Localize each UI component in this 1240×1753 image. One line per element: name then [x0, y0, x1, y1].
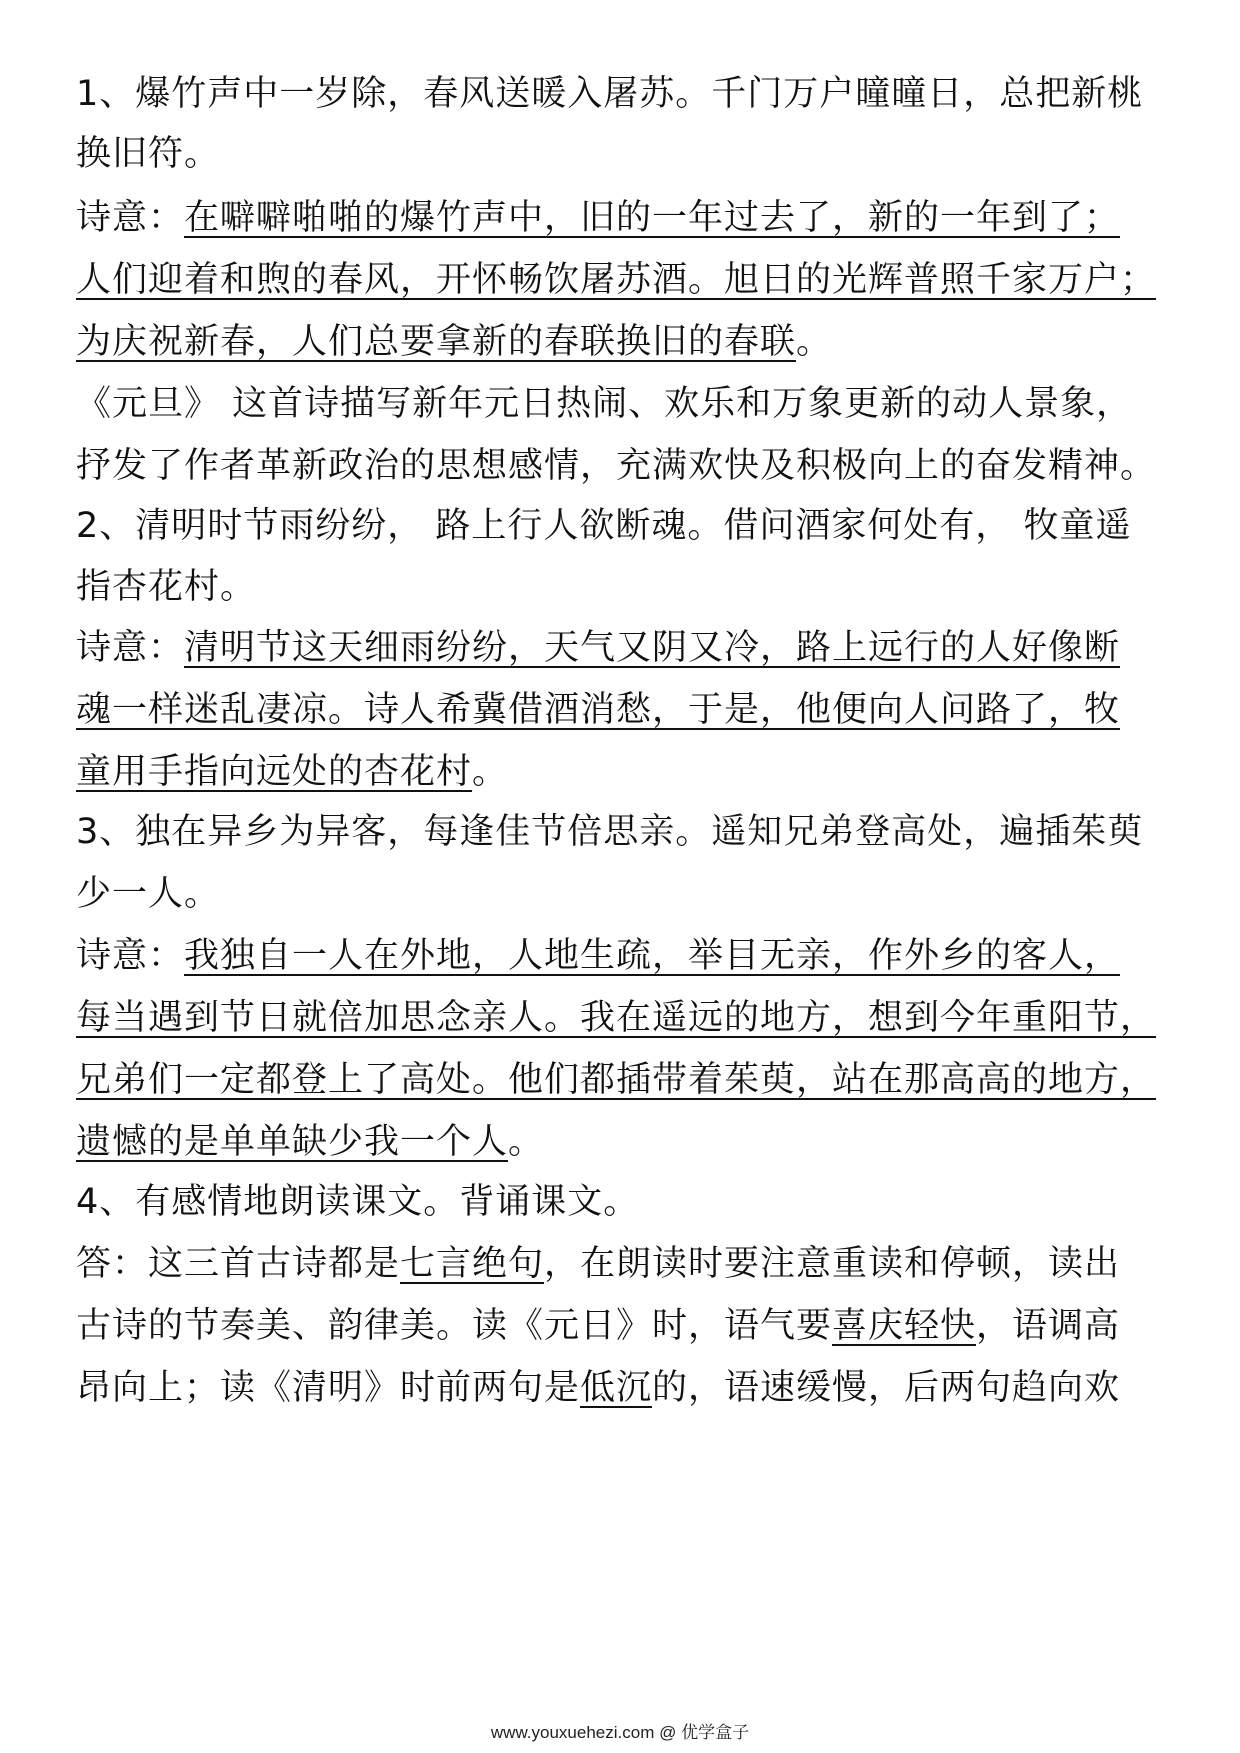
line-text: 2、清明时节雨纷纷， 路上行人欲断魂。借问酒家何处有， 牧童遥 [76, 506, 1132, 546]
line-text: 抒发了作者革新政治的思想感情，充满欢快及积极向上的奋发精神。 [76, 446, 1157, 486]
line-label: 诗意： [76, 936, 185, 976]
text-line [76, 1240, 1120, 1288]
line-text: 3、独在异乡为异客，每逢佳节倍思亲。遥知兄弟登高处，遍插茱萸 [76, 812, 1144, 852]
text-line [76, 932, 1120, 980]
line-text: 答：这三首古诗都是 [76, 1244, 401, 1284]
footer-watermark: www.youxuehezi.com @ 优学盒子 [490, 1723, 750, 1742]
text-line [76, 70, 1143, 118]
text-line [76, 563, 256, 611]
text-line [76, 994, 1156, 1042]
text-line [76, 1178, 639, 1226]
line-text: 《元旦》 这首诗描写新年元日热闹、欢乐和万象更新的动人景象， [76, 384, 1133, 424]
underlined-text: 每当遇到节日就倍加思念亲人。我在遥远的地方，想到今年重阳节， [76, 998, 1157, 1038]
underlined-text: 喜庆轻快 [832, 1306, 977, 1346]
underlined-text: 遗憾的是单单缺少我一个人 [76, 1122, 509, 1162]
line-text: 古诗的节奏美、韵律美。读《元日》时，语气要 [76, 1306, 833, 1346]
text-line [76, 1302, 1120, 1350]
underlined-text: 为庆祝新春，人们总要拿新的春联换旧的春联 [76, 322, 797, 362]
text-line [76, 502, 1132, 550]
line-text: 。 [796, 322, 833, 362]
line-text: 。 [508, 1122, 545, 1162]
line-text: 。 [472, 752, 509, 792]
line-text: ，语调高 [976, 1306, 1121, 1346]
line-text: ，在朗读时要注意重读和停顿，读出 [544, 1244, 1121, 1284]
line-text: 指杏花村。 [76, 567, 257, 607]
text-line [76, 194, 1120, 242]
underlined-text: 魂一样迷乱凄凉。诗人希冀借酒消愁，于是，他便向人问路了，牧 [76, 690, 1121, 730]
text-line [76, 624, 1120, 672]
line-text: 1、爆竹声中一岁除，春风送暖入屠苏。千门万户曈曈日，总把新桃 [76, 74, 1144, 114]
underlined-text: 在噼噼啪啪的爆竹声中，旧的一年过去了，新的一年到了； [184, 198, 1121, 238]
text-line [76, 1118, 544, 1166]
text-line [76, 380, 1132, 428]
text-line [76, 442, 1156, 490]
text-line [76, 130, 220, 178]
text-line [76, 686, 1120, 734]
line-text: 的，语速缓慢，后两句趋向欢 [652, 1368, 1121, 1408]
text-line [76, 748, 508, 796]
line-text: 4、有感情地朗读课文。背诵课文。 [76, 1182, 640, 1222]
text-line [76, 870, 220, 918]
text-line [76, 318, 832, 366]
text-line [76, 1364, 1120, 1412]
line-label: 诗意： [76, 628, 185, 668]
underlined-text: 我独自一人在外地，人地生疏，举目无亲，作外乡的客人， [184, 936, 1121, 976]
underlined-text: 低沉 [580, 1368, 653, 1408]
line-label: 诗意： [76, 198, 185, 238]
text-line [76, 256, 1156, 304]
underlined-text: 七言绝句 [400, 1244, 545, 1284]
line-text: 换旧符。 [76, 134, 221, 174]
underlined-text: 兄弟们一定都登上了高处。他们都插带着茱萸，站在那高高的地方， [76, 1060, 1157, 1100]
line-text: 少一人。 [76, 874, 221, 914]
text-line [76, 808, 1143, 856]
underlined-text: 童用手指向远处的杏花村 [76, 752, 473, 792]
text-line [76, 1056, 1156, 1104]
line-text: 昂向上；读《清明》时前两句是 [76, 1368, 581, 1408]
underlined-text: 清明节这天细雨纷纷，天气又阴又冷，路上远行的人好像断 [184, 628, 1121, 668]
underlined-text: 人们迎着和煦的春风，开怀畅饮屠苏酒。旭日的光辉普照千家万户； [76, 260, 1157, 300]
